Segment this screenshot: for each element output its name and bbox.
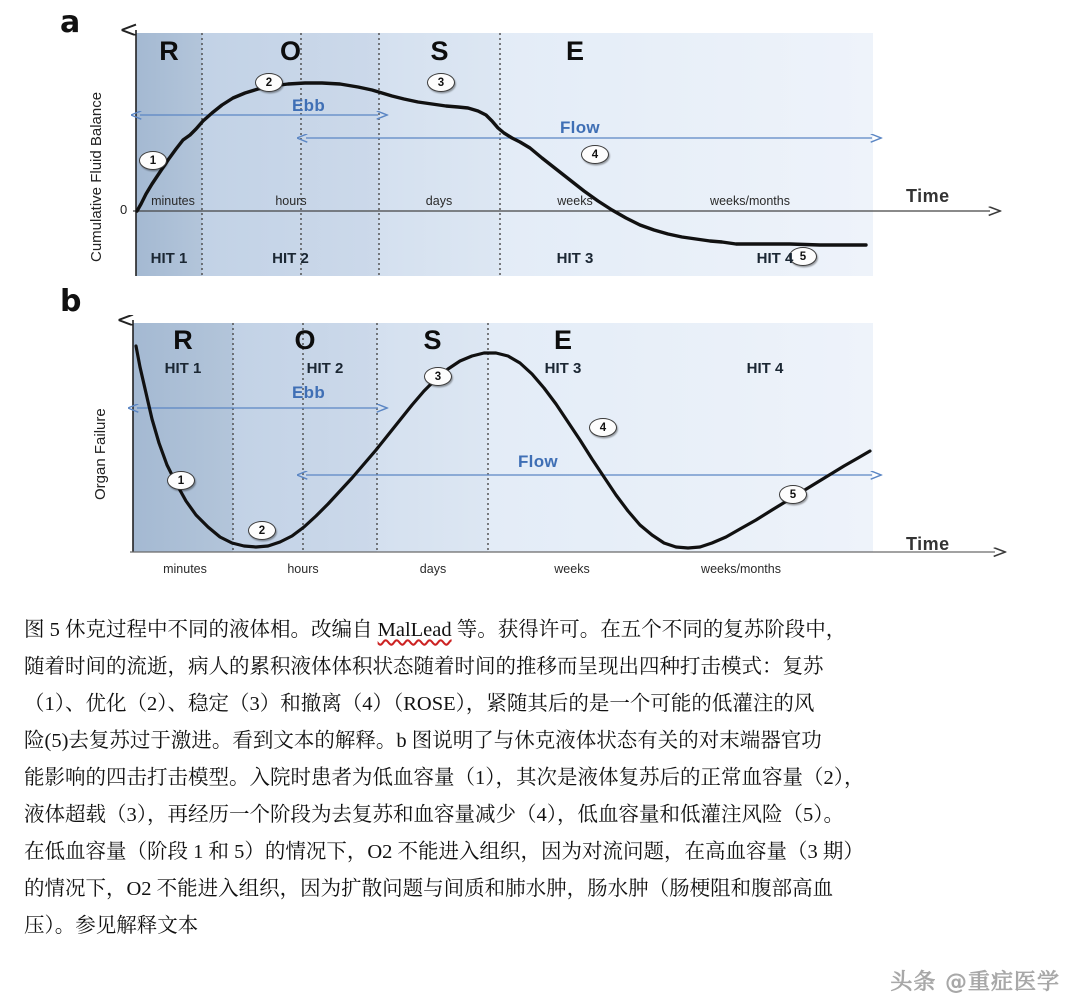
panel-b-phase-s: S (423, 325, 442, 355)
panel-a-flow-label: Flow (560, 118, 600, 137)
panel-b-marker-3: 3 (424, 367, 452, 386)
panel-b-time-label: Time (906, 534, 950, 554)
panel-b-plot (0, 315, 1010, 595)
panel-a-tick-weeks: weeks (557, 194, 593, 208)
panel-a-phase-r: R (159, 36, 179, 66)
panel-a-phase-o: O (279, 36, 301, 66)
panel-a-letter: a (60, 5, 81, 40)
panel-a-phase-s: S (430, 36, 449, 66)
watermark: 头条 @重症医学 (890, 970, 1060, 995)
panel-a-band-s (379, 33, 500, 276)
panel-a-band-e (500, 33, 873, 276)
panel-a-hit-2: HIT 2 (272, 250, 309, 267)
panel-b-tick-minutes: minutes (163, 562, 207, 576)
panel-b-phase-o: O (294, 325, 316, 355)
panel-b-ebb-label: Ebb (292, 383, 326, 402)
figure-caption (24, 612, 1056, 945)
panel-b-tick-days: days (419, 562, 447, 576)
panel-b-band-o (233, 323, 377, 552)
panel-b-tick-weeks-months: weeks/months (701, 562, 781, 576)
caption-line-4: 险(5)去复苏过于激进。看到文本的解释。b 图说明了与休克液体状态有关的对末端器官功 (24, 730, 822, 752)
panel-b-hit-2: HIT 2 (306, 360, 344, 377)
panel-a-y-axis-label: Cumulative Fluid Balance (88, 91, 105, 262)
panel-a-marker-5: 5 (789, 247, 817, 266)
caption-line-7: 在低血容量（阶段 1 和 5）的情况下，O2 不能进入组织，因为对流问题，在高血容量（3 期） (24, 841, 864, 863)
panel-a-marker-3: 3 (427, 73, 455, 92)
panel-a-tick-minutes: minutes (151, 194, 195, 208)
panel-a-tick-weeks-months: weeks/months (710, 194, 790, 208)
panel-a-hit-4: HIT 4 (756, 250, 794, 267)
panel-b-tick-weeks: weeks (554, 562, 590, 576)
panel-b-band-r (133, 323, 233, 552)
panel-a-hit-1: HIT 1 (150, 250, 188, 267)
panel-a-band-o (202, 33, 379, 276)
panel-b-phase-e: E (553, 325, 572, 355)
panel-a-time-label: Time (906, 186, 950, 206)
caption-line-5: 能影响的四击打击模型。入院时患者为低血容量（1），其次是液体复苏后的正常血容量（2）， (24, 767, 865, 789)
panel-a-marker-1: 1 (139, 151, 167, 170)
panel-b-letter: b (60, 284, 82, 319)
panel-b-hit-1: HIT 1 (164, 360, 202, 377)
panel-b-marker-2: 2 (248, 521, 276, 540)
panel-b-marker-5: 5 (779, 485, 807, 504)
panel-b-hit-3: HIT 3 (544, 360, 582, 377)
caption-line-9: 压）。参见解释文本 (24, 915, 199, 937)
panel-b-phase-r: R (173, 325, 193, 355)
panel-b-tick-hours: hours (287, 562, 319, 576)
panel-b-band-e (488, 323, 873, 552)
panel-b-flow-label: Flow (518, 452, 558, 471)
panel-b-marker-1: 1 (167, 471, 195, 490)
panel-a-marker-4: 4 (581, 145, 609, 164)
panel-a-zero-label: 0 (120, 202, 128, 217)
panel-b-marker-4: 4 (589, 418, 617, 437)
panel-a-marker-2: 2 (255, 73, 283, 92)
caption-line-2: 随着时间的流逝，病人的累积液体体积状态随着时间的推移而呈现出四种打击模式：复苏 (24, 656, 824, 678)
panel-a-tick-days: days (425, 194, 453, 208)
panel-a-tick-hours: hours (275, 194, 307, 208)
caption-line-3: （1）、优化（2）、稳定（3）和撤离（4）（ROSE），紧随其后的是一个可能的低灌注的风 (24, 693, 815, 715)
panel-b-y-axis-label: Organ Failure (92, 408, 109, 500)
caption-line-6: 液体超载（3），再经历一个阶段为去复苏和血容量减少（4），低血容量和低灌注风险（5）。 (24, 804, 844, 826)
panel-a-hit-3: HIT 3 (556, 250, 594, 267)
panel-a-ebb-label: Ebb (292, 96, 326, 115)
caption-line-1: 图 5 休克过程中不同的液体相。改编自 MalLead 等。获得许可。在五个不同的复苏阶段中， (24, 619, 847, 641)
caption-line-8: 的情况下，O2 不能进入组织，因为扩散问题与间质和肺水肿，肠水肿（肠梗阻和腹部高血 (24, 878, 834, 900)
panel-b-hit-4: HIT 4 (746, 360, 784, 377)
panel-a-phase-e: E (565, 36, 584, 66)
